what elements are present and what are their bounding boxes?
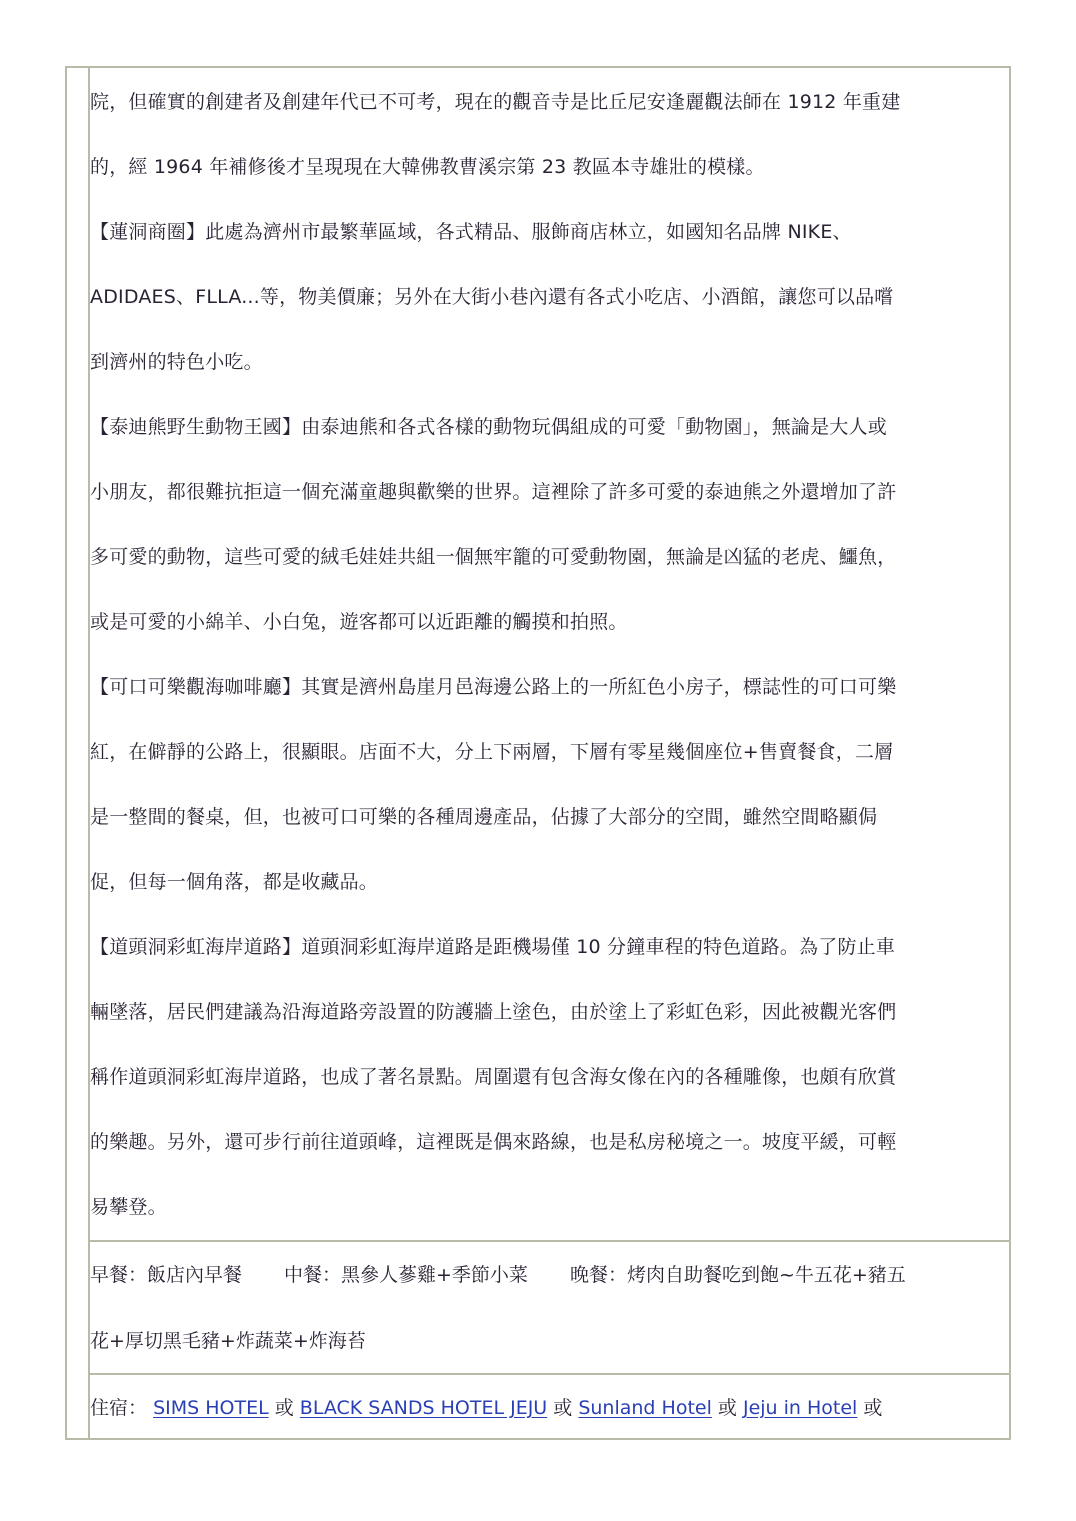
hotel-link-sunland[interactable]: Sunland Hotel — [578, 1397, 712, 1419]
attraction-coca-cola-cafe — [90, 655, 1010, 915]
text-line: 的樂趣。另外，還可步行前往道頭峰，這裡既是偶來路線，也是私房秘境之一。坡度平緩，可輕 — [90, 1131, 897, 1153]
text-line: 到濟州的特色小吃。 — [90, 351, 263, 373]
text-line: 【可口可樂觀海咖啡廳】其實是濟州島崖月邑海邊公路上的一所紅色小房子，標誌性的可口可樂 — [90, 676, 897, 698]
text-line: 是一整間的餐桌，但，也被可口可樂的各種周邊產品，佔據了大部分的空間，雖然空間略顯侷 — [90, 806, 878, 828]
text-line: 院，但確實的創建者及創建年代已不可考，現在的觀音寺是比丘尼安逢麗觀法師在 1912 年重建 — [90, 91, 901, 113]
lodging-cell — [90, 1375, 1010, 1441]
hotel-link-black-sands[interactable]: BLACK SANDS HOTEL JEJU — [299, 1397, 548, 1419]
hotel-link-sims[interactable]: SIMS HOTEL — [153, 1397, 269, 1419]
separator-text: 或 — [274, 1397, 294, 1419]
text-line: 多可愛的動物，這些可愛的絨毛娃娃共組一個無牢籠的可愛動物園，無論是凶猛的老虎、鱷魚， — [90, 546, 897, 568]
text-line: 小朋友，都很難抗拒這一個充滿童趣與歡樂的世界。這裡除了許多可愛的泰迪熊之外還增加了許 — [90, 481, 897, 503]
meals-line-1 — [90, 1242, 1010, 1308]
hotel-link-jeju-in[interactable]: Jeju in Hotel — [742, 1397, 858, 1419]
lodging-label: 住宿： — [90, 1397, 148, 1419]
text-line: 紅，在僻靜的公路上，很顯眼。店面不大，分上下兩層，下層有零星幾個座位+售賣餐食，二層 — [90, 741, 894, 763]
dinner-text: 晚餐：烤肉自助餐吃到飽~牛五花+豬五 — [569, 1264, 906, 1286]
lunch-text: 中餐：黑參人蔘雞+季節小菜 — [284, 1264, 528, 1286]
separator-text: 或 — [863, 1397, 883, 1419]
text-line: 【泰迪熊野生動物王國】由泰迪熊和各式各樣的動物玩偶組成的可愛「動物園」，無論是大人或 — [90, 416, 887, 438]
intro-paragraph — [90, 70, 1010, 200]
separator-text: 或 — [553, 1397, 573, 1419]
text-line: 易攀登。 — [90, 1196, 167, 1218]
attraction-rainbow-road — [90, 915, 1010, 1240]
text-line: 稱作道頭洞彩虹海岸道路，也成了著名景點。周圍還有包含海女像在內的各種雕像，也頗有欣賞 — [90, 1066, 897, 1088]
separator-text: 或 — [717, 1397, 737, 1419]
text-line: 輛墜落，居民們建議為沿海道路旁設置的防護牆上塗色，由於塗上了彩虹色彩，因此被觀光客們 — [90, 1001, 897, 1023]
text-line: 【道頭洞彩虹海岸道路】道頭洞彩虹海岸道路是距機場僅 10 分鐘車程的特色道路。為了防止車 — [90, 936, 896, 958]
attraction-teddy-bear — [90, 395, 1010, 655]
attraction-yeondong — [90, 200, 1010, 395]
text-line: 【蓮洞商圈】此處為濟州市最繁華區域，各式精品、服飾商店林立，如國知名品牌 NIKE、 — [90, 221, 852, 243]
breakfast-text: 早餐：飯店內早餐 — [90, 1264, 243, 1286]
meals-cell — [90, 1242, 1010, 1374]
text-line: ADIDAES、FLLA...等，物美價廉；另外在大街小巷內還有各式小吃店、小酒館，讓您可以品嚐 — [90, 286, 894, 308]
text-line: 的，經 1964 年補修後才呈現現在大韓佛教曹溪宗第 23 教區本寺雄壯的模樣。 — [90, 156, 765, 178]
meals-line-2: 花+厚切黑毛豬+炸蔬菜+炸海苔 — [90, 1330, 366, 1352]
description-cell — [90, 70, 1010, 1240]
lodging-row — [90, 1375, 1010, 1441]
text-line: 促，但每一個角落，都是收藏品。 — [90, 871, 379, 893]
text-line: 或是可愛的小綿羊、小白兔，遊客都可以近距離的觸摸和拍照。 — [90, 611, 628, 633]
